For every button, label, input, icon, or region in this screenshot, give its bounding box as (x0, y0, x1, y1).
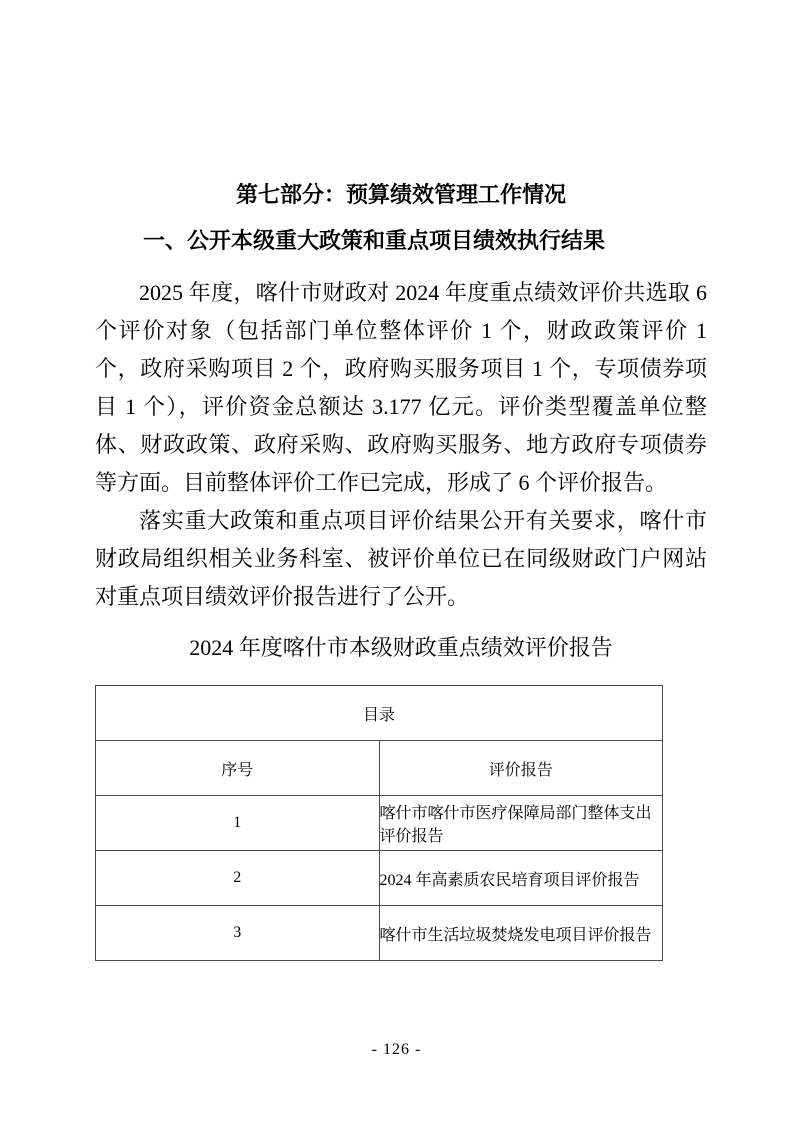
table-caption: 2024 年度喀什市本级财政重点绩效评价报告 (189, 635, 613, 660)
report-name-cell: 喀什市生活垃圾焚烧发电项目评价报告 (379, 906, 663, 961)
paragraph-line: 对重点项目绩效评价报告进行了公开。 (95, 584, 470, 609)
table-header-cell-report: 评价报告 (379, 741, 663, 796)
table-header-row (96, 741, 663, 796)
report-name-cell: 喀什市喀什市医疗保障局部门整体支出评价报告 (379, 796, 663, 851)
paragraph-line: 个，政府采购项目 2 个，政府购买服务项目 1 个，专项债券项 (95, 356, 707, 381)
paragraph-line: 财政局组织相关业务科室、被评价单位已在同级财政门户网站 (95, 546, 707, 571)
table-row (96, 906, 663, 961)
paragraph-evaluation-summary (95, 274, 707, 502)
table-title-row (96, 686, 663, 741)
page-title: 第七部分：预算绩效管理工作情况 (235, 182, 566, 207)
paragraph-line: 落实重大政策和重点项目评价结果公开有关要求，喀什市 (139, 508, 707, 533)
page-number: - 126 - (371, 1041, 422, 1058)
paragraph-line: 目 1 个），评价资金总额达 3.177 亿元。评价类型覆盖单位整 (95, 394, 707, 419)
paragraph-line: 2025 年度，喀什市财政对 2024 年度重点绩效评价共选取 6 (139, 280, 707, 305)
paragraph-line: 个评价对象（包括部门单位整体评价 1 个，财政政策评价 1 (95, 318, 707, 343)
table-title-cell: 目录 (96, 686, 663, 741)
row-index-cell: 1 (96, 796, 380, 851)
row-index-cell: 2 (96, 851, 380, 906)
table-row (96, 796, 663, 851)
table-row (96, 851, 663, 906)
report-table (95, 685, 663, 961)
paragraph-line: 体、财政政策、政府采购、政府购买服务、地方政府专项债券 (95, 432, 707, 457)
paragraph-disclosure (95, 502, 707, 616)
paragraph-line: 等方面。目前整体评价工作已完成，形成了 6 个评价报告。 (95, 470, 668, 495)
table-header-cell-no: 序号 (96, 741, 380, 796)
row-index-cell: 3 (96, 906, 380, 961)
report-name-cell: 2024 年高素质农民培育项目评价报告 (379, 851, 663, 906)
section-heading: 一、公开本级重大政策和重点项目绩效执行结果 (143, 228, 606, 253)
